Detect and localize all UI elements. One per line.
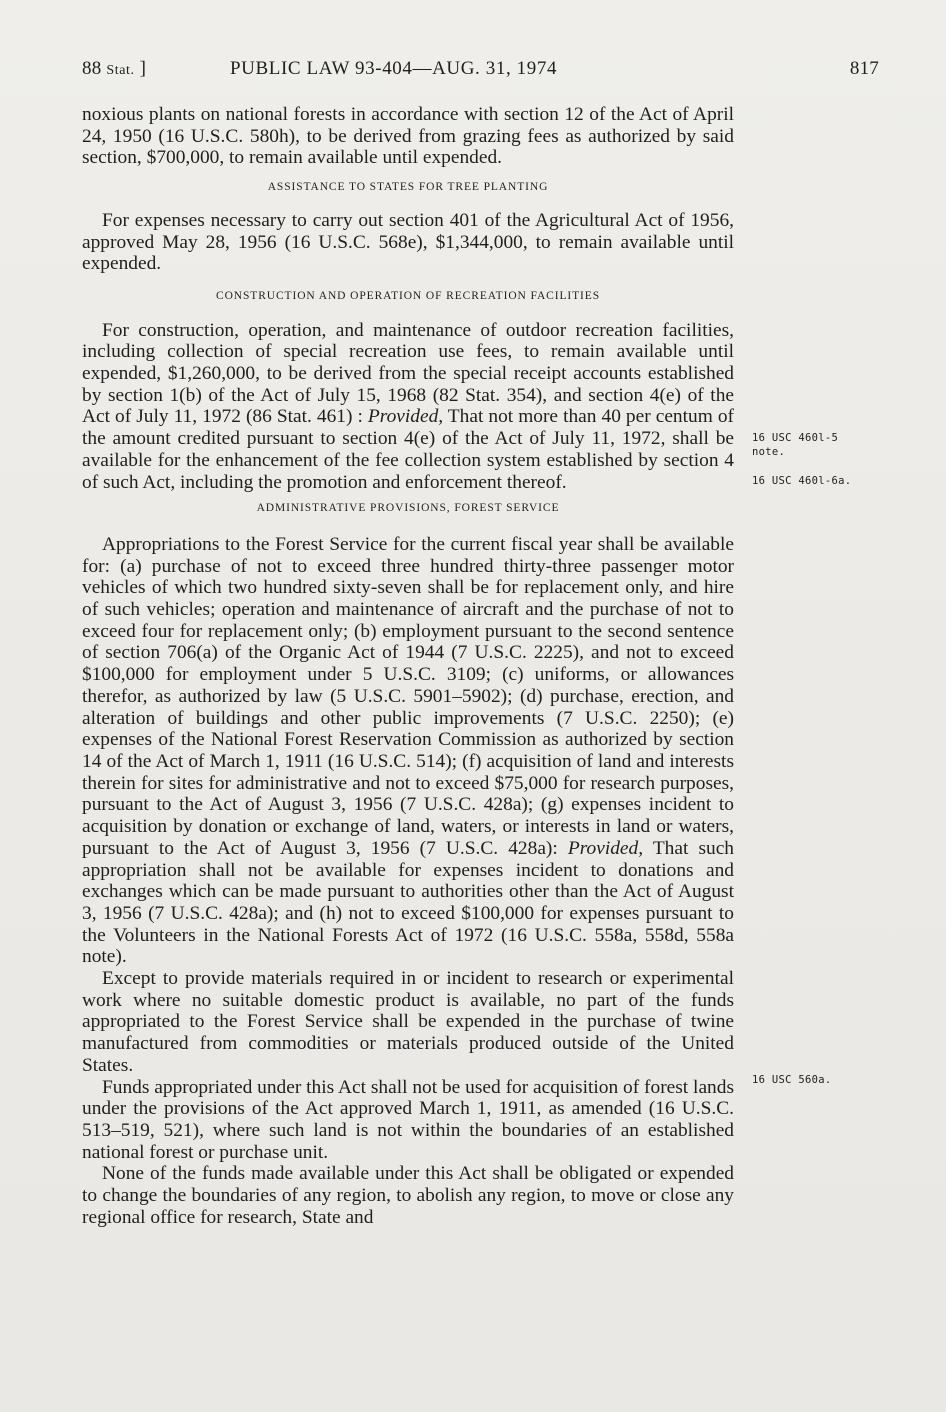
main-text [82, 104, 734, 1228]
paragraph-noxious-plants: noxious plants on national forests in accordance with section 12 of the Act of April 24, 1950 (16 U.S.C. 580h), to be derived from grazing fees as authorized by said section, $700,000, to remain available until expended. [82, 104, 734, 169]
stat-label: Stat. [106, 63, 135, 78]
appropriations-text-a: Appropriations to the Forest Service for the current fiscal year shall be available for: (a) purchase of not to exceed three hundred thirty-three passenger motor vehicles of which two hundred sixty-seven shall be for replacement only, and hire of such vehicles; operation and maintenance of aircraft and the purchase of not to exceed four for replacement only; (b) employment pursuant to the second sentence of section 706(a) of the Organic Act of 1944 (7 U.S.C. 2225), and not to exceed $100,000 for employment under 5 U.S.C. 3109; (c) uniforms, or allowances therefor, as authorized by law (5 U.S.C. 5901–5902); (d) purchase, erection, and alteration of buildings and other public improvements (7 U.S.C. 2250); (e) expenses of the National Forest Reservation Commission as authorized by section 14 of the Act of March 1, 1911 (16 U.S.C. 514); (f) acquisition of land and interests therein for sites for administrative and not to exceed $75,000 for research purposes, pursuant to the Act of August 3, 1956 (7 U.S.C. 428a); (g) expenses incident to acquisition by donation or exchange of land, waters, or interests in land or waters, pursuant to the Act of August 3, 1956 (7 U.S.C. 428a): [82, 533, 734, 859]
recreation-text-a: For construction, operation, and maintenance of outdoor recreation facilities, including collection of special recreation use fees, to remain available until expended, $1,260,000, to be derived from the special receipt accounts established by section 1(b) of the Act of July 15, 1968 (82 Stat. 354), and section 4(e) of the Act of July 11, 1972 (86 Stat. 461) : [82, 319, 734, 428]
marginal-note-560a [752, 1073, 831, 1087]
recreation-provided-italic: Provided, [367, 406, 444, 428]
running-head [82, 58, 879, 82]
stat-bracket: ] [139, 58, 147, 79]
page-number: 817 [849, 58, 879, 79]
paragraph-regions: None of the funds made available under this Act shall be obligated or expended to change the boundaries of any region, to abolish any region, to move or close any regional office for research, State and [82, 1163, 734, 1228]
marginal-note-line: 16 USC 560a. [752, 1074, 832, 1086]
marginal-note-460l-6a [752, 474, 851, 488]
paragraph-tree-planting: For expenses necessary to carry out section 401 of the Agricultural Act of 1956, approved May 28, 1956 (16 U.S.C. 568e), $1,344,000, to remain available until expended. [82, 209, 734, 275]
marginal-note-460l-5 [752, 431, 838, 459]
paragraph-appropriations [82, 534, 734, 968]
paragraph-recreation-facilities [82, 320, 734, 494]
statute-citation [82, 58, 146, 80]
heading-recreation-facilities: CONSTRUCTION AND OPERATION OF RECREATION FACILITIES [216, 289, 600, 302]
recreation-text-b: That not more than 40 per centum of the amount credited pursuant to section 4(e) of the Act of July 11, 1972, shall be available for the enhancement of the fee collection system established by section 4 of such Act, including the promotion and enforcement thereof. [82, 406, 734, 493]
paragraph-twine: Except to provide materials required in or incident to research or experimental work where no suitable domestic product is available, no part of the funds appropriated to the Forest Service shall be expended in the purchase of twine manufactured from commodities or materials produced outside of the United States. [82, 968, 734, 1076]
marginal-note-line: note. [752, 446, 786, 458]
marginal-note-line: 16 USC 460l-5 [752, 432, 839, 444]
law-title: PUBLIC LAW 93-404—AUG. 31, 1974 [230, 58, 558, 79]
marginal-note-line: 16 USC 460l-6a. [752, 475, 852, 487]
heading-tree-planting: ASSISTANCE TO STATES FOR TREE PLANTING [267, 181, 549, 194]
paragraph-forest-lands: Funds appropriated under this Act shall not be used for acquisition of forest lands under the provisions of the Act approved March 1, 1911, as amended (16 U.S.C. 513–519, 521), where such land is not within the boundaries of an established national forest or purchase unit. [82, 1076, 734, 1163]
heading-administrative-provisions: ADMINISTRATIVE PROVISIONS, FOREST SERVICE [256, 502, 560, 515]
appropriations-provided-italic: Provided, [567, 837, 644, 859]
appropriations-text-b: That such appropriation shall not be available for expenses incident to donations and exchanges which can be made pursuant to authorities other than the Act of August 3, 1956 (7 U.S.C. 428a); and (h) not to exceed $100,000 for expenses pursuant to the Volunteers in the National Forests Act of 1972 (16 U.S.C. 558a, 558d, 558a note). [82, 837, 735, 968]
stat-volume: 88 [82, 58, 102, 79]
